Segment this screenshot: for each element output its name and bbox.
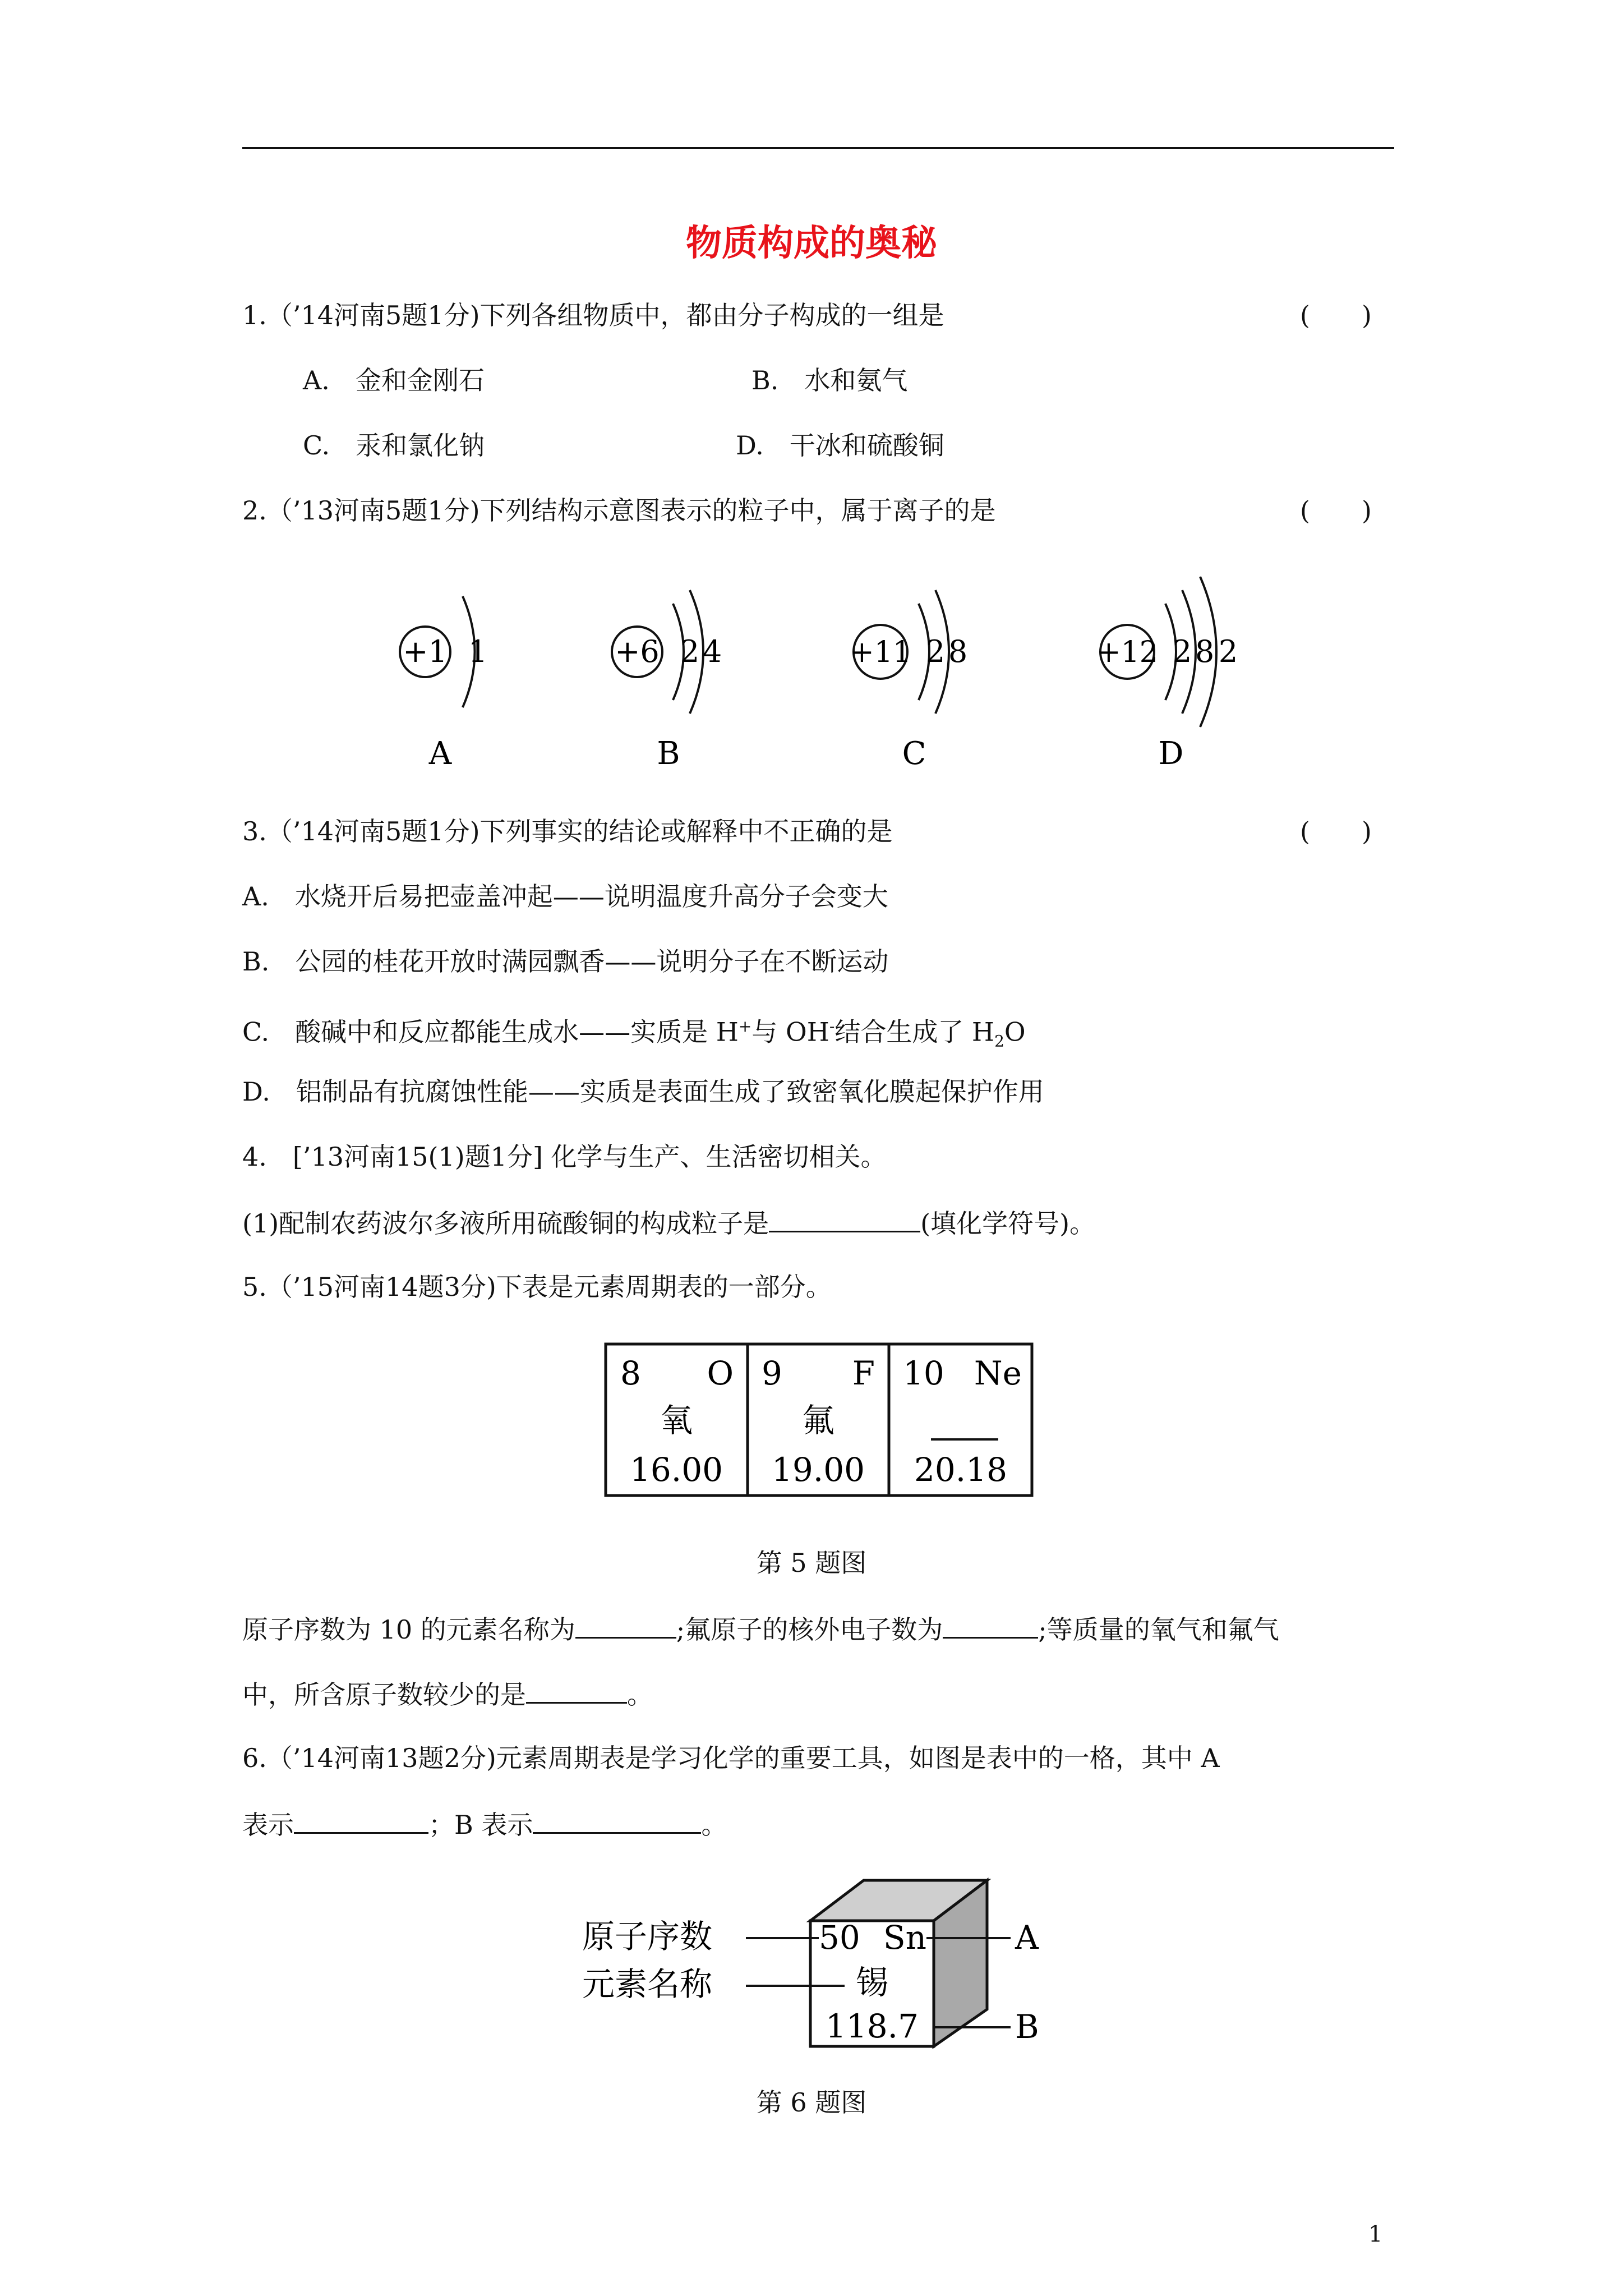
pointer-b: B xyxy=(1015,2008,1039,2046)
label-element-name: 元素名称 xyxy=(582,1965,713,2003)
q3-option-d: D. 铝制品有抗腐蚀性能——实质是表面生成了致密氧化膜起保护作用 xyxy=(242,1076,1044,1107)
element-cell-oxygen xyxy=(620,1354,734,1489)
element-name: 锡 xyxy=(855,1963,889,2001)
q6-stem: 6.（’14河南13题2分)元素周期表是学习化学的重要工具，如图是表中的一格，其中 A xyxy=(242,1743,1220,1773)
shell-electrons: 8 xyxy=(1195,634,1215,669)
element-cell-neon xyxy=(903,1354,1022,1489)
atom-structure-diagrams xyxy=(336,550,1290,785)
diagram-label: A xyxy=(428,735,452,772)
svg-text:氧: 氧 xyxy=(660,1401,693,1439)
shell-electrons: 2 xyxy=(1218,634,1238,669)
q1-stem: 1.（’14河南5题1分)下列各组物质中，都由分子构成的一组是 xyxy=(242,300,944,330)
atomic-number: 50 xyxy=(819,1918,860,1957)
q1-answer-paren: ( ) xyxy=(1300,300,1372,330)
q1-option-d: D. 干冰和硫酸铜 xyxy=(736,430,944,461)
svg-text:10: 10 xyxy=(903,1354,944,1392)
answer-blank[interactable] xyxy=(526,1676,627,1704)
svg-text:O: O xyxy=(707,1354,734,1392)
shell-electrons: 2 xyxy=(925,634,946,669)
svg-text:16.00: 16.00 xyxy=(629,1451,723,1489)
atom-diagram-d xyxy=(1096,577,1238,772)
q3-option-c: C. 酸碱中和反应都能生成水——实质是 H+与 OH-结合生成了 $H_2O$ xyxy=(242,1016,1026,1051)
element-cell-fluorine xyxy=(762,1354,875,1489)
atom-diagram-c xyxy=(850,590,967,772)
q3-answer-paren: ( ) xyxy=(1300,816,1372,846)
q5-stem: 5.（’15河南14题3分)下表是元素周期表的一部分。 xyxy=(242,1272,832,1302)
page-number: 1 xyxy=(1368,2221,1383,2247)
diagram-label: C xyxy=(902,735,926,772)
svg-text:F: F xyxy=(852,1354,875,1392)
element-tile-figure xyxy=(578,1864,1060,2049)
pointer-a: A xyxy=(1015,1918,1039,1957)
nucleus-charge: +1 xyxy=(403,634,448,669)
header-rule xyxy=(242,147,1394,149)
periodic-table-fragment xyxy=(600,1341,1038,1509)
answer-blank[interactable] xyxy=(294,1806,428,1834)
svg-text:20.18: 20.18 xyxy=(914,1451,1008,1489)
figure-caption-5: 第 5 题图 xyxy=(756,1548,867,1578)
answer-blank[interactable] xyxy=(533,1806,701,1834)
svg-text:8: 8 xyxy=(620,1354,641,1392)
diagram-label: B xyxy=(657,735,680,772)
q1-option-a: A. 金和金刚石 xyxy=(303,365,485,395)
q5-text-line1: 原子序数为 10 的元素名称为 ;氟原子的核外电子数为 ;等质量的氧气和氟气 xyxy=(242,1611,1279,1646)
q6-text-line2: 表示 ；B 表示 。 xyxy=(242,1806,727,1842)
nucleus-charge: +6 xyxy=(615,634,660,669)
atom-diagram-b xyxy=(612,590,722,772)
diagram-label: D xyxy=(1158,735,1184,772)
atomic-mass: 118.7 xyxy=(825,2007,919,2045)
svg-text:9: 9 xyxy=(762,1354,782,1392)
shell-electrons: 2 xyxy=(1172,634,1192,669)
q2-answer-paren: ( ) xyxy=(1300,495,1372,526)
figure-caption-6: 第 6 题图 xyxy=(756,2087,867,2118)
svg-text:Ne: Ne xyxy=(974,1354,1022,1392)
q3-stem: 3.（’14河南5题1分)下列事实的结论或解释中不正确的是 xyxy=(242,816,893,846)
q4-stem: 4. [’13河南15(1)题1分] 化学与生产、生活密切相关。 xyxy=(242,1142,887,1172)
element-symbol: Sn xyxy=(883,1918,926,1957)
q1-option-b: B. 水和氨气 xyxy=(751,365,908,395)
answer-blank[interactable] xyxy=(575,1611,676,1639)
q2-stem: 2.（’13河南5题1分)下列结构示意图表示的粒子中，属于离子的是 xyxy=(242,495,996,526)
atom-diagram-a xyxy=(400,596,487,772)
answer-blank[interactable] xyxy=(943,1611,1038,1639)
q3-option-a: A. 水烧开后易把壶盖冲起——说明温度升高分子会变大 xyxy=(242,881,888,912)
shell-electrons: 2 xyxy=(680,634,700,669)
svg-text:氟: 氟 xyxy=(801,1401,835,1439)
shell-electrons: 4 xyxy=(702,634,722,669)
nucleus-charge: +11 xyxy=(850,636,911,669)
shell-electrons: 1 xyxy=(468,634,488,669)
label-atomic-number: 原子序数 xyxy=(582,1917,713,1955)
nucleus-charge: +12 xyxy=(1096,636,1158,669)
svg-text:19.00: 19.00 xyxy=(771,1451,865,1489)
answer-blank[interactable] xyxy=(769,1205,920,1232)
page-title: 物质构成的奥秘 xyxy=(686,223,937,264)
q5-text-line2: 中，所含原子数较少的是 。 xyxy=(242,1676,653,1711)
q1-option-c: C. 汞和氯化钠 xyxy=(303,430,485,461)
q4-subquestion: (1)配制农药波尔多液所用硫酸铜的构成粒子是 (填化学符号)。 xyxy=(242,1205,1095,1240)
shell-electrons: 8 xyxy=(948,634,968,669)
q3-option-b: B. 公园的桂花开放时满园飘香——说明分子在不断运动 xyxy=(242,946,889,977)
